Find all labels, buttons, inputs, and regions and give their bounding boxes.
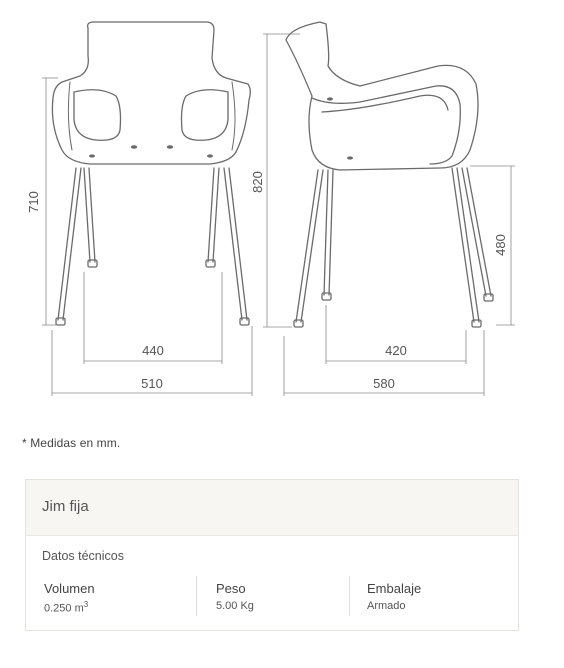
product-spec-card [25,479,519,631]
measurement-note: * Medidas en mm. [22,436,121,450]
chair-side-view [286,22,493,327]
spec-weight [216,581,254,612]
volume-label: Volumen [44,581,95,596]
spec-divider [196,576,197,616]
dim-seat-height: 480 [493,234,508,256]
packaging-value: Armado [367,600,406,612]
product-header [26,480,518,536]
chair-front-view [52,22,250,325]
dim-side-height: 820 [250,171,265,193]
dim-side-total-depth: 580 [373,376,395,391]
spec-divider [349,576,350,616]
dim-side-inner-depth: 420 [385,343,407,358]
product-name: Jim fija [42,498,89,515]
weight-label: Peso [216,581,246,596]
packaging-label: Embalaje [367,581,422,596]
volume-value: 0.250 $m^3$ [44,600,89,615]
spec-volume [44,581,95,615]
weight-value: 5.00 Kg [216,600,254,612]
section-title: Datos técnicos [42,549,124,563]
dim-front-height: 710 [26,191,41,213]
dim-front-inner-width: 440 [142,343,164,358]
dim-front-total-width: 510 [141,376,163,391]
spec-packaging [367,581,421,612]
